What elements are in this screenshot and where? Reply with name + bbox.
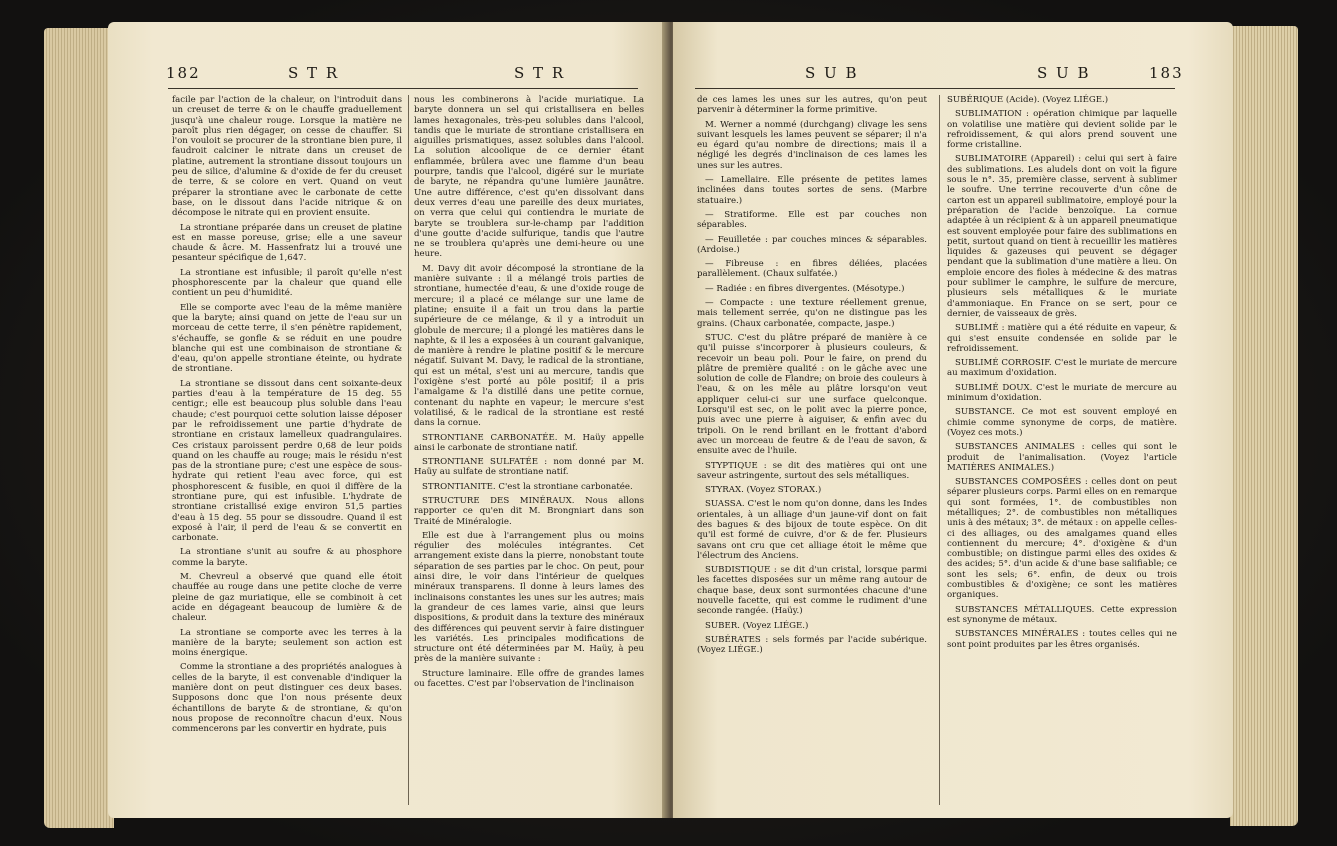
paragraph: SUBER. (Voyez LIÉGE.) xyxy=(705,620,809,631)
paragraph: SUBSTANCES MÉTALLIQUES. Cette expression est synonyme de métaux. xyxy=(947,604,1177,625)
left-page-column-2 xyxy=(414,95,644,693)
paragraph: STRONTIANE CARBONATÉE. M. Haüy appelle ainsi le carbonate de strontiane natif. xyxy=(414,432,644,453)
paragraph: La strontiane préparée dans un creuset de platine est en masse poreuse, grise; elle a une saveur chaude & âcre. M. Hassenfratz lui a trouvé une pesanteur spécifique de 1,647. xyxy=(172,222,402,264)
paragraph: SUBDISTIQUE : se dit d'un cristal, lorsque parmi les facettes disposées sur un même rang autour de chaque base, deux sont surmontées chacune d'une nouvelle facette, qui est comme le rudiment d'une seconde rangée. (Haüy.) xyxy=(697,565,927,617)
paragraph: — Stratiforme. Elle est par couches non séparables. xyxy=(697,209,927,231)
paragraph: SUBLIMATOIRE (Appareil) : celui qui sert à faire des sublimations. Les aludels dont on voit la figure sous le n°. 35, première classe, servent à sublimer le soufre. Une terrine recouverte d'un cône de carton est un appareil sublimatoire, employé pour la préparation de l'acide benzoïque. La cornue adaptée à un récipient & à un appareil pneumatique est souvent employée pour faire des sublimations en petit, surtout quand on tient à recueillir les matières liquides & gazeuses qui peuvent se dégager pendant que la sublimation d'une matière a lieu. On emploie encore des fioles à médecine & des matras pour sublimer le camphre, le sulfure de mercure, plusieurs sels métalliques & le muriate d'ammoniaque. En France on se sert, pour ce dernier, de vaisseaux de grès. xyxy=(947,154,1177,319)
paragraph: SUBLIMÉ CORROSIF. C'est le muriate de mercure au maximum d'oxidation. xyxy=(947,358,1177,379)
paragraph: SUBSTANCE. Ce mot est souvent employé en chimie comme synonyme de corps, de matière. (Voyez ces mots.) xyxy=(947,407,1177,438)
paragraph: Elle se comporte avec l'eau de la même manière que la baryte; ainsi quand on jette de l'eau sur un morceau de cette terre, il s'en pénètre rapidement, s'échauffe, se gonfle & se réduit en une poudre blanche qui est une combinaison de strontiane & d'eau, qu'on appelle strontiane éteinte, ou hydrate de strontiane. xyxy=(172,302,402,375)
header-rule-left xyxy=(168,88,638,89)
paragraph: SUBLIMÉ : matière qui a été réduite en vapeur, & qui s'est ensuite condensée en solide par le refroidissement. xyxy=(947,323,1177,354)
running-head-left-1: S T R xyxy=(288,64,340,82)
paragraph: STRUCTURE DES MINÉRAUX. Nous allons rapporter ce qu'en dit M. Brongniart dans son Traité de Minéralogie. xyxy=(414,495,644,527)
right-page-column-2 xyxy=(947,95,1177,654)
paragraph: Structure laminaire. Elle offre de grandes lames ou facettes. C'est par l'observation de l'inclinaison xyxy=(414,668,644,690)
paragraph: de ces lames les unes sur les autres, qu'on peut parvenir à déterminer la forme primitive. xyxy=(697,95,927,116)
column-divider-right xyxy=(939,95,940,805)
paragraph: La strontiane se dissout dans cent soixante-deux parties d'eau à la température de 15 deg. 55 centigr.; elle est beaucoup plus soluble dans l'eau chaude; c'est pourquoi cette solution laisse déposer par le refroidissement une partie d'hydrate de strontiane en cristaux lamelleux quadrangulaires. Ces cristaux paroissent perdre 0,68 de leur poids quand on les chauffe au rouge; mais le résidu n'est pas de la strontiane pure; c'est une espèce de sous-hydrate qui retient l'eau avec force, qui est phosphorescent & fusible, en quoi il diffère de la strontiane pure, qui est infusible. L'hydrate de strontiane cristallisé exige environ 51,5 parties d'eau à 15 deg. 55 pour se dissoudre. Quand il est exposé à l'air, il perd de l'eau & se convertit en carbonate. xyxy=(172,378,402,544)
paragraph: STRONTIANITE. C'est la strontiane carbonatée. xyxy=(422,481,633,492)
running-head-right-2: S U B xyxy=(1037,64,1091,82)
left-page-column-1 xyxy=(172,95,402,739)
right-page-edges xyxy=(1230,26,1298,826)
paragraph: M. Werner a nommé (durchgang) clivage les sens suivant lesquels les lames peuvent se séparer; il n'a eu égard qu'au nombre de directions; mais il a négligé les degrés d'inclinaison de ces lames les unes sur les autres. xyxy=(697,119,927,171)
paragraph: SUBÉRIQUE (Acide). (Voyez LIÉGE.) xyxy=(947,95,1109,105)
paragraph: STRONTIANE SULFATÉE : nom donné par M. Haüy au sulfate de strontiane natif. xyxy=(414,457,644,478)
paragraph: M. Chevreul a observé que quand elle étoit chauffée au rouge dans une petite cloche de verre pleine de gaz muriatique, elle se combinoit à cet acide en dégageant beaucoup de lumière & de chaleur. xyxy=(172,572,402,624)
running-head-left-2: S T R xyxy=(514,64,566,82)
paragraph: Elle est due à l'arrangement plus ou moins régulier des molécules intégrantes. Cet arrangement existe dans la pierre, nonobstant toute séparation de ses parties par le choc. On peut, pour ainsi dire, le voir dans l'intérieur de quelques minéraux transparens. Il donne à leurs lames des inclinaisons constantes les unes sur les autres; mais la grandeur de ces lames varie, ainsi que leurs dispositions, & produit dans la texture des minéraux des différences qui peuvent servir à faire distinguer les variétés. Les principales modifications de structure ont été déterminées par M. Haüy, à peu près de la manière suivante : xyxy=(414,530,644,665)
paragraph: SUBSTANCES COMPOSÉES : celles dont on peut séparer plusieurs corps. Parmi elles on en remarque qui sont formées, 1°. de combustibles non métalliques; 2°. de combustibles non métalliques unis à des métaux; 3°. de métaux : on appelle celles-ci des alliages, ou des amalgames quand elles contiennent du mercure; 4°. d'oxigène & d'un combustible; on distingue parmi elles des oxides & des acides; 5°. d'un acide & d'une base salifiable; ce sont les sels; 6°. enfin, de deux ou trois combustibles & d'oxigène; ce sont les matières organiques. xyxy=(947,477,1177,601)
page-number-right: 183 xyxy=(1149,64,1184,82)
paragraph: — Feuilletée : par couches minces & séparables. (Ardoise.) xyxy=(697,234,927,255)
paragraph: STUC. C'est du plâtre préparé de manière à ce qu'il puisse s'incorporer à plusieurs couleurs, & recevoir un beau poli. Pour le faire, on prend du plâtre de première qualité : on le gâche avec une solution de colle de Flandre; on broie des couleurs à l'eau, & on les mêle au plâtre lorsqu'on veut appliquer celui-ci sur une surface quelconque. Lorsqu'il est sec, on le polit avec la pierre ponce, puis avec une pierre à aiguiser, & enfin avec du tripoli. On le rend brillant en le frottant d'abord avec un morceau de feutre & de l'eau de savon, & ensuite avec de l'huile. xyxy=(697,332,927,457)
paragraph: M. Davy dit avoir décomposé la strontiane de la manière suivante : il a mélangé trois parties de strontiane, humectée d'eau, & une d'oxide rouge de mercure; il a placé ce mélange sur une lame de platine; ensuite il a fait un trou dans la partie supérieure de ce mélange, & il y a introduit un globule de mercure; il a plongé les matières dans le naphte, & il les a exposées à un courant galvanique, de manière à rendre le platine positif & le mercure négatif. Suivant M. Davy, le radical de la strontiane, qui est un métal, s'est uni au mercure, tandis que l'oxigène s'est porté au pôle positif; il a pris l'amalgame & l'a distillé dans une petite cornue, contenant du naphte en vapeur; le mercure s'est volatilisé, & le radical de la strontiane est resté dans la cornue. xyxy=(414,263,644,429)
left-page-edges xyxy=(44,28,114,828)
running-head-right-1: S U B xyxy=(805,64,859,82)
header-rule-right xyxy=(695,88,1175,89)
paragraph: STYPTIQUE : se dit des matières qui ont une saveur astringente, surtout des sels métalliques. xyxy=(697,460,927,481)
paragraph: STYRAX. (Voyez STORAX.) xyxy=(705,485,822,496)
right-page-column-1 xyxy=(697,95,927,660)
paragraph: Comme la strontiane a des propriétés analogues à celles de la baryte, il est convenable d'indiquer la manière dont on peut distinguer ces deux bases. Supposons donc que l'on nous présente deux échantillons de baryte & de strontiane, & qu'on nous propose de reconnoître chacun d'eux. Nous commencerons par les convertir en hydrate, puis xyxy=(172,662,402,735)
column-divider-left xyxy=(408,95,409,805)
paragraph: — Radiée : en fibres divergentes. (Mésotype.) xyxy=(705,283,905,294)
paragraph: SUASSA. C'est le nom qu'on donne, dans les Indes orientales, à un alliage d'un jaune-vif dont on fait des bagues & des bijoux de toute espèce. On dit qu'il est formé de cuivre, d'or & de fer. Plusieurs savans ont cru que cet alliage étoit le même que l'électrum des Anciens. xyxy=(697,499,927,561)
paragraph: La strontiane s'unit au soufre & au phosphore comme la baryte. xyxy=(172,547,402,568)
paragraph: SUBÉRATES : sels formés par l'acide subérique. (Voyez LIÉGE.) xyxy=(697,634,927,656)
paragraph: SUBLIMÉ DOUX. C'est le muriate de mercure au minimum d'oxidation. xyxy=(947,382,1177,404)
paragraph: — Compacte : une texture réellement grenue, mais tellement serrée, qu'on ne distingue pas les grains. (Chaux carbonatée, compacte, jaspe.) xyxy=(697,298,927,329)
page-number-left: 182 xyxy=(166,64,201,82)
paragraph: — Fibreuse : en fibres déliées, placées parallèlement. (Chaux sulfatée.) xyxy=(697,259,927,280)
paragraph: SUBLIMATION : opération chimique par laquelle on volatilise une matière qui devient solide par le refroidissement, & qui alors prend souvent une forme cristalline. xyxy=(947,109,1177,151)
left-page xyxy=(108,22,668,818)
paragraph: La strontiane se comporte avec les terres à la manière de la baryte; seulement son action est moins énergique. xyxy=(172,627,402,659)
paragraph: nous les combinerons à l'acide muriatique. La baryte donnera un sel qui cristallisera en belles lames hexagonales, très-peu solubles dans l'alcool, tandis que le muriate de strontiane cristallisera en aiguilles prismatiques, assez solubles dans l'alcool. La solution alcoolique de ce dernier étant enflammée, brûlera avec une flamme d'un beau pourpre, tandis que l'alcool, digéré sur le muriate de baryte, ne répandra qu'une lumière jaunâtre. Une autre différence, c'est qu'en dissolvant dans deux verres d'eau une pareille des deux muriates, on verra que celui qui contiendra le muriate de baryte se troublera sur-le-champ par l'addition d'une goutte d'acide sulfurique, tandis que l'autre ne se troublera qu'après une demi-heure ou une heure. xyxy=(414,95,644,260)
paragraph: SUBSTANCES MINÉRALES : toutes celles qui ne sont point produites par les êtres organisés. xyxy=(947,629,1177,650)
paragraph: facile par l'action de la chaleur, on l'introduit dans un creuset de terre & on le chauffe graduellement jusqu'à une chaleur rouge. Lorsque la matière ne paroît plus rien dégager, on cesse de chauffer. Si l'on vouloit se procurer de la strontiane bien pure, il faudroit calciner le nitrate dans un creuset de platine, autrement la strontiane dissout toujours un peu de silice, d'alumine & d'oxide de fer du creuset de terre, & se colore en vert. Quand on veut préparer la strontiane avec le carbonate de cette base, on le dissout dans l'acide nitrique & on décompose le nitrate qui en provient ensuite. xyxy=(172,95,402,219)
paragraph: SUBSTANCES ANIMALES : celles qui sont le produit de l'animalisation. (Voyez l'article MATIÈRES ANIMALES.) xyxy=(947,442,1177,473)
paragraph: — Lamellaire. Elle présente de petites lames inclinées dans toutes sortes de sens. (Marbre statuaire.) xyxy=(697,175,927,206)
right-page xyxy=(673,22,1233,818)
paragraph: La strontiane est infusible; il paroît qu'elle n'est phosphorescente par la chaleur que quand elle contient un peu d'humidité. xyxy=(172,267,402,299)
